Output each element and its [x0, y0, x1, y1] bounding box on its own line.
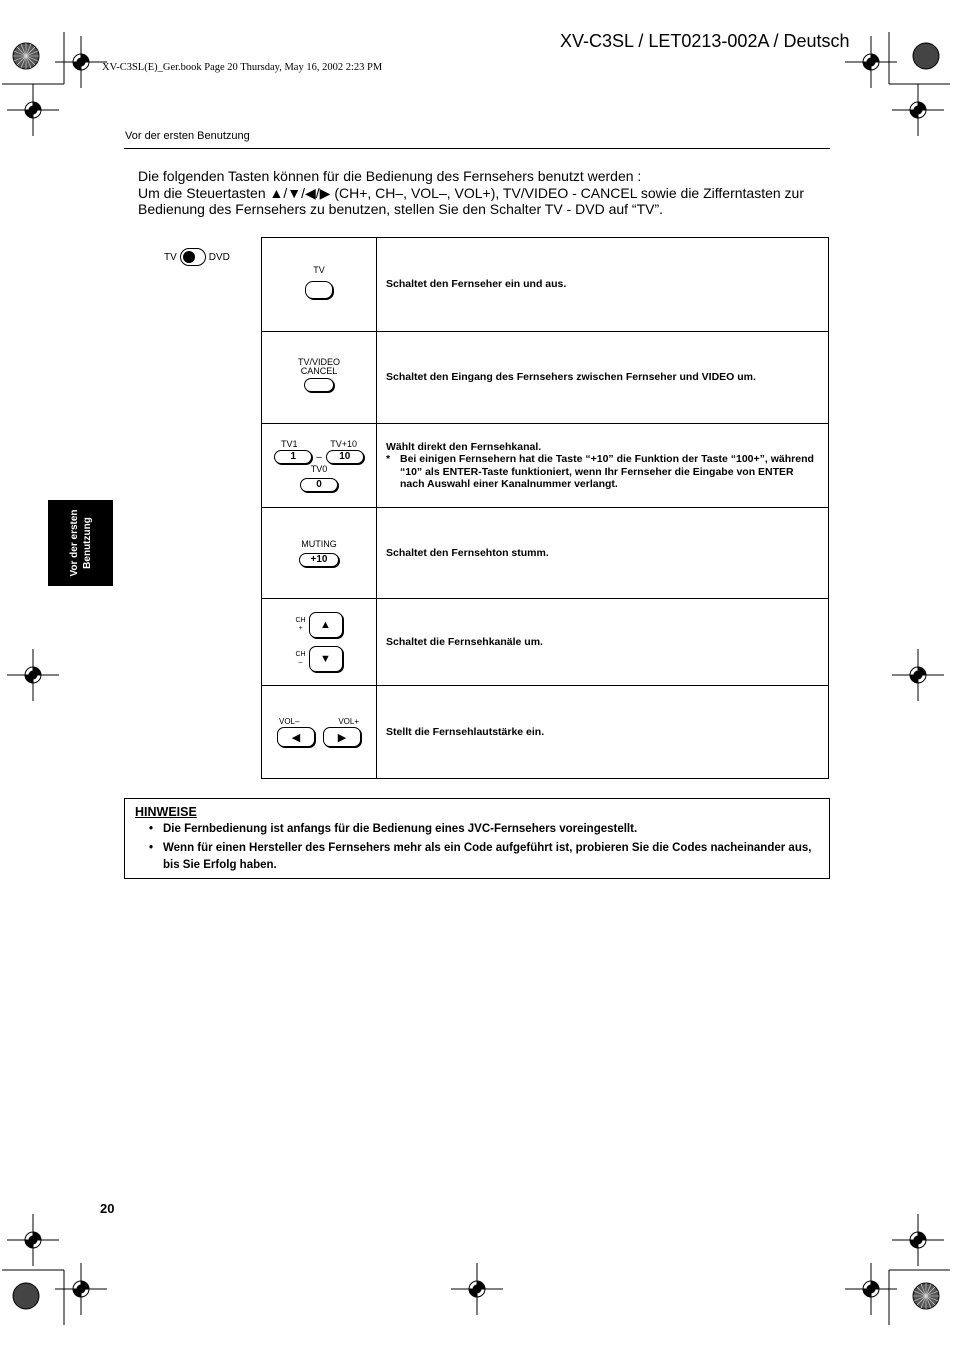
list-item [135, 840, 815, 874]
table-row [262, 332, 829, 424]
note-text: Wenn für einen Hersteller des Fernsehers mehr als ein Code aufgeführt ist, probieren Sie die Codes nacheinander aus, bis Sie Erfolg haben. [163, 842, 812, 871]
row-description: Schaltet die Fernsehkanäle um. [377, 599, 829, 686]
list-item [135, 821, 815, 838]
row-description: Schaltet den Eingang des Fernsehers zwischen Fernseher und VIDEO um. [377, 332, 829, 424]
key-label: TV1 [281, 439, 298, 449]
tv-dvd-switch [164, 248, 230, 266]
number-1-button-icon: 1 [274, 450, 312, 464]
section-header: Vor der ersten Benutzung [125, 130, 250, 142]
row-description [377, 424, 829, 508]
side-tab-line-2: Benutzung [81, 517, 93, 569]
key-illustration-volume [262, 686, 377, 779]
switch-label-tv: TV [164, 251, 177, 263]
switch-body [180, 248, 206, 266]
footnote-text: Bei einigen Fernsehern hat die Taste “+10” die Funktion der Taste “100+”, während “10” als ENTER-Taste funktioniert, wenn Ihr Fernseher die Eingabe von ENTER nach Auswahl einer Kanalnummer verlangt. [400, 453, 814, 490]
switch-label-dvd: DVD [208, 251, 230, 263]
key-label: CANCEL [300, 366, 338, 376]
key-illustration-tv-video [262, 332, 377, 424]
key-label: CH – [295, 651, 306, 666]
switch-knob [183, 251, 195, 263]
bullet: • [149, 842, 154, 854]
key-label: TV0 [310, 464, 328, 474]
notes-list [135, 821, 815, 876]
number-0-button-icon: 0 [300, 478, 338, 492]
volume-down-icon: ◀ [277, 727, 315, 747]
tv-power-button-icon [305, 281, 333, 299]
table-row [262, 508, 829, 599]
channel-up-icon: ▲ [309, 612, 343, 638]
key-illustration-number-keys [262, 424, 377, 508]
key-label: VOL+ [338, 717, 359, 726]
table-row [262, 238, 829, 332]
intro-line-2: Um die Steuertasten ▲/▼/◀/▶ (CH+, CH–, VOL–, VOL+), TV/VIDEO - CANCEL sowie die Zifferntasten zur Bedienung des Fernsehers zu benutzen, stellen Sie den Schalter TV - DVD auf “TV”. [138, 184, 804, 217]
row-description: Schaltet den Fernsehton stumm. [377, 508, 829, 599]
key-illustration-channel [262, 599, 377, 686]
row-footnote [386, 453, 818, 491]
notes-title: HINWEISE [135, 805, 197, 819]
header-rule [124, 148, 830, 149]
intro-text [138, 168, 828, 218]
table-row [262, 424, 829, 508]
row-description: Stellt die Fernsehlautstärke ein. [377, 686, 829, 779]
key-illustration-muting [262, 508, 377, 599]
side-tab [48, 500, 113, 586]
key-label: MUTING [301, 538, 337, 549]
page-number: 20 [100, 1201, 115, 1216]
side-tab-text [68, 509, 94, 576]
row-description: Schaltet den Fernseher ein und aus. [377, 238, 829, 332]
key-label: VOL– [279, 717, 300, 726]
footnote-mark: * [386, 453, 391, 465]
intro-line-1: Die folgenden Tasten können für die Bedienung des Fernsehers benutzt werden : [138, 168, 642, 184]
book-info-line: XV-C3SL(E)_Ger.book Page 20 Thursday, May 16, 2002 2:23 PM [102, 62, 383, 73]
note-text: Die Fernbedienung ist anfangs für die Bedienung eines JVC-Fernsehers voreingestellt. [163, 823, 638, 835]
key-label: TV/VIDEO [297, 357, 340, 367]
tv-video-cancel-button-icon [304, 378, 334, 392]
channel-down-icon: ▼ [309, 646, 343, 672]
notes-box [124, 798, 830, 879]
row-description-main: Wählt direkt den Fernsehkanal. [386, 440, 542, 453]
key-illustration-tv [262, 238, 377, 332]
key-label: CH + [295, 617, 306, 632]
key-label: TV [313, 264, 325, 275]
document-title: XV-C3SL / LET0213-002A / Deutsch [560, 31, 850, 51]
muting-button-icon: +10 [299, 553, 339, 567]
range-dash: – [316, 451, 322, 463]
side-tab-line-1: Vor der ersten [68, 509, 80, 577]
remote-keys-table [261, 237, 829, 779]
bullet: • [149, 823, 154, 835]
table-row [262, 686, 829, 779]
key-label: TV+10 [330, 439, 357, 449]
number-10-button-icon: 10 [326, 450, 364, 464]
table-row [262, 599, 829, 686]
volume-up-icon: ▶ [323, 727, 361, 747]
